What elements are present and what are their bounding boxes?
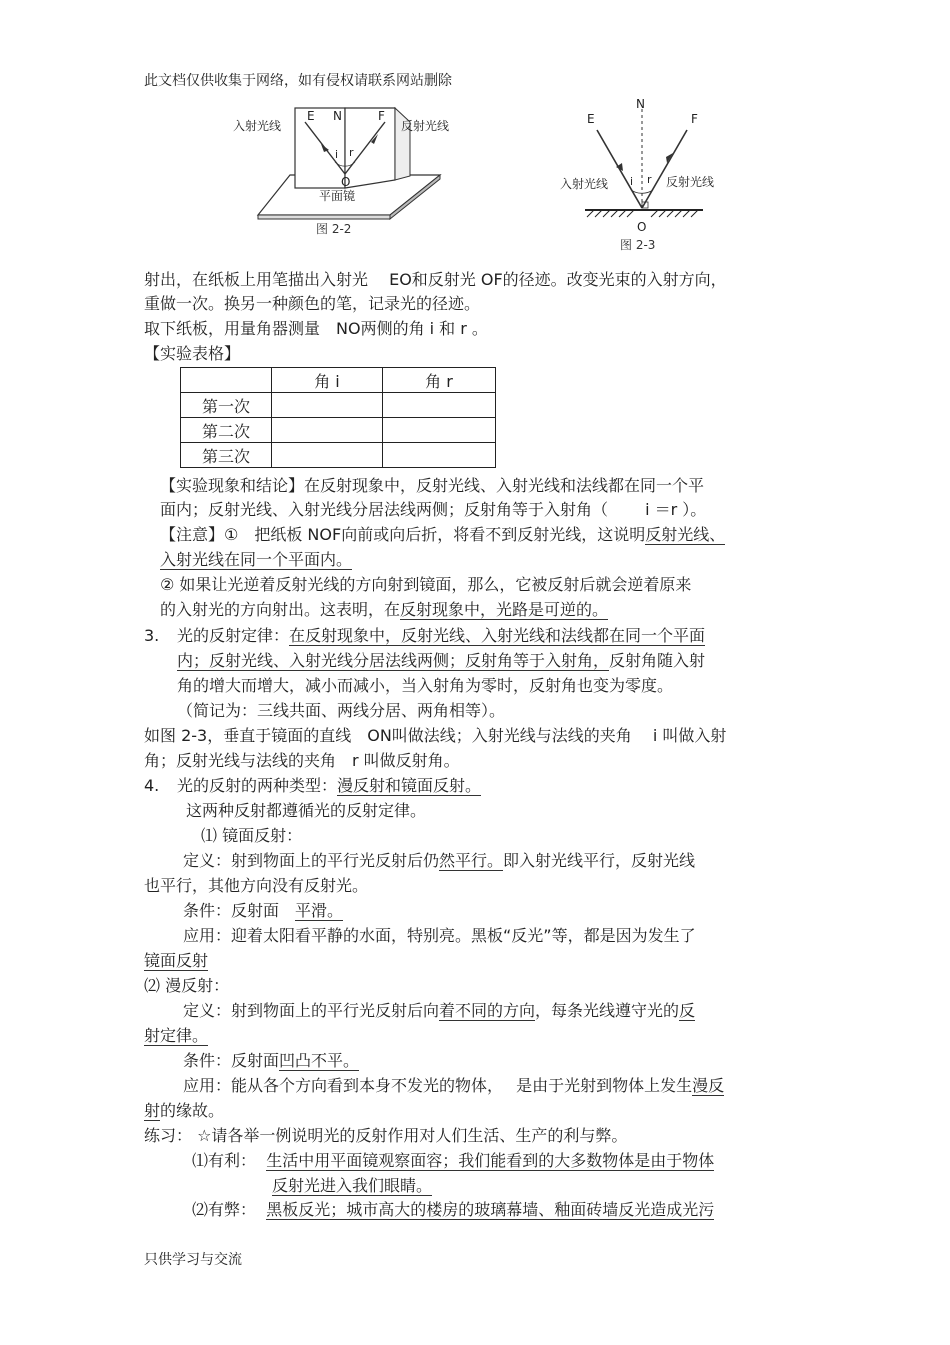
answer-blank: 射定律。 bbox=[144, 1026, 209, 1045]
section-3-line-3: 角的增大而增大，减小而减小，当入射角为零时，反射角也变为零度。 bbox=[177, 676, 674, 695]
figure-2-3 bbox=[555, 95, 730, 255]
para-1a: 射出，在纸板上用笔描出入射光 EO和反射光 OF的径迹。改变光束的入射方向， bbox=[144, 270, 727, 289]
diffuse-app-post: 的缘故。 bbox=[160, 1101, 225, 1120]
fig22-label-O: O bbox=[341, 175, 351, 189]
fig22-label-E: E bbox=[307, 109, 315, 123]
answer-blank: 漫反射和镜面反射。 bbox=[337, 776, 482, 795]
table-cell: 第一次 bbox=[181, 393, 272, 418]
answer-blank: 反射光线、 bbox=[645, 525, 726, 544]
table-cell bbox=[383, 418, 496, 443]
section-4-note: 这两种反射都遵循光的反射定律。 bbox=[186, 801, 427, 820]
answer-blank: 平滑。 bbox=[295, 901, 344, 920]
header-notice: 此文档仅供收集于网络，如有侵权请联系网站删除 bbox=[144, 73, 452, 89]
section-3-summary: （简记为：三线共面、两线分居、两角相等）。 bbox=[177, 701, 506, 720]
exercise-1 bbox=[192, 1149, 714, 1173]
fig23-label-O: O bbox=[637, 220, 647, 234]
section-3-line-2 bbox=[177, 649, 705, 673]
note-1a bbox=[160, 523, 725, 547]
fig22-incident-label: 入射光线 bbox=[233, 119, 282, 133]
note-1a-text: 【注意】① 把纸板 NOF向前或向后折，将看不到反射光线，这说明 bbox=[160, 525, 646, 544]
table-cell: 第三次 bbox=[181, 443, 272, 468]
table-cell bbox=[383, 443, 496, 468]
fig23-label-F: F bbox=[691, 112, 698, 126]
answer-blank: 内；反射光线、入射光线分居法线两侧；反射角等于入射角， bbox=[177, 651, 610, 670]
diffuse-definition-2 bbox=[144, 1024, 208, 1048]
table-header-cell bbox=[181, 368, 272, 393]
answer-blank: 反 bbox=[679, 1001, 696, 1020]
answer-blank: 着不同的方向 bbox=[439, 1001, 536, 1020]
answer-blank: 反射光进入我们眼睛。 bbox=[272, 1176, 433, 1195]
section-4-label: 光的反射的两种类型： bbox=[177, 776, 338, 795]
fig22-label-r: r bbox=[349, 146, 354, 159]
table-cell: 第二次 bbox=[181, 418, 272, 443]
specular-application-2 bbox=[144, 949, 208, 973]
reflected-ray bbox=[642, 130, 687, 208]
section-4-line bbox=[177, 774, 481, 798]
fig22-mirror-label: 平面镜 bbox=[319, 189, 356, 203]
para-1b: 重做一次。换另一种颜色的笔，记录光的径迹。 bbox=[144, 294, 481, 313]
specular-definition-2: 也平行，其他方向没有反射光。 bbox=[144, 876, 369, 895]
specular-cond-text: 条件：反射面 bbox=[183, 901, 296, 920]
diffuse-def-post: ，每条光线遵守光的 bbox=[535, 1001, 680, 1020]
fig23-caption: 图 2-3 bbox=[620, 238, 656, 252]
specular-condition bbox=[183, 899, 343, 923]
answer-blank: 反射现象中，光路是可逆的。 bbox=[400, 600, 609, 619]
figure-2-2 bbox=[225, 100, 495, 245]
exercise-title: 练习： ☆请各举一例说明光的反射作用对人们生活、生产的利与弊。 bbox=[144, 1126, 628, 1145]
exercise-1-label: ⑴有利： bbox=[192, 1151, 257, 1170]
fig23-reflected-label: 反射光线 bbox=[666, 175, 715, 189]
fig22-reflected-label: 反射光线 bbox=[401, 119, 450, 133]
table-cell bbox=[272, 393, 383, 418]
answer-blank: 在反射现象中，反射光线、入射光线和法线都在同一个平面 bbox=[289, 626, 706, 645]
conclusion-1b: 面内；反射光线、入射光线分居法线两侧；反射角等于入射角（ i ＝r ）。 bbox=[160, 500, 707, 519]
fig23-incident-label: 入射光线 bbox=[560, 177, 609, 191]
exercise-1b bbox=[272, 1174, 432, 1198]
table-heading: 【实验表格】 bbox=[144, 344, 241, 363]
note-2b bbox=[160, 598, 608, 622]
table-row bbox=[181, 393, 496, 418]
fig23-label-E: E bbox=[587, 112, 595, 126]
answer-blank: 镜面反射 bbox=[144, 951, 209, 970]
conclusion-1a: 【实验现象和结论】在反射现象中，反射光线、入射光线和法线都在同一个平 bbox=[160, 476, 705, 495]
answer-blank: 射 bbox=[144, 1101, 161, 1120]
section-4-number: 4. bbox=[144, 776, 160, 795]
fig23-label-i: i bbox=[630, 175, 634, 188]
specular-def-text: 定义：射到物面上的平行光反射后仍 bbox=[183, 851, 440, 870]
fig22-label-i: i bbox=[335, 148, 339, 161]
note-2b-text: 的入射光的方向射出。这表明，在 bbox=[160, 600, 401, 619]
section-3-number: 3. bbox=[144, 626, 160, 645]
diffuse-title: ⑵ 漫反射： bbox=[144, 976, 230, 995]
footer-note: 只供学习与交流 bbox=[144, 1252, 242, 1268]
specular-title: ⑴ 镜面反射： bbox=[201, 826, 303, 845]
diffuse-cond-text: 条件：反射面 bbox=[183, 1051, 280, 1070]
answer-blank: 漫反 bbox=[692, 1076, 725, 1095]
answer-blank: 入射光线在同一个平面内。 bbox=[160, 550, 353, 569]
figure-note-a: 如图 2-3，垂直于镜面的直线 ON叫做法线；入射光线与法线的夹角 i 叫做入射 bbox=[144, 726, 727, 745]
section-3-text: 反射角随入射 bbox=[609, 651, 706, 670]
table-cell bbox=[272, 418, 383, 443]
para-2: 取下纸板，用量角器测量 NO两侧的角 i 和 r 。 bbox=[144, 319, 488, 338]
section-3-line-1 bbox=[177, 624, 705, 648]
answer-blank: 生活中用平面镜观察面容；我们能看到的大多数物体是由于物体 bbox=[266, 1151, 715, 1170]
table-cell bbox=[272, 443, 383, 468]
experiment-table bbox=[180, 367, 496, 468]
fig23-label-N: N bbox=[636, 97, 645, 111]
answer-blank: 黑板反光；城市高大的楼房的玻璃幕墙、釉面砖墙反光造成光污 bbox=[266, 1200, 715, 1219]
diffuse-application-2 bbox=[144, 1099, 224, 1123]
specular-application: 应用：迎着太阳看平静的水面，特别亮。黑板“反光”等，都是因为发生了 bbox=[183, 926, 696, 945]
table-cell bbox=[383, 393, 496, 418]
section-3-label: 光的反射定律： bbox=[177, 626, 290, 645]
diffuse-application bbox=[183, 1074, 724, 1098]
table-header-cell: 角 r bbox=[383, 368, 496, 393]
answer-blank: 然平行。 bbox=[439, 851, 504, 870]
specular-def-post: 即入射光线平行，反射光线 bbox=[503, 851, 696, 870]
table-header-row bbox=[181, 368, 496, 393]
fig23-label-r: r bbox=[647, 173, 652, 186]
table-header-cell: 角 i bbox=[272, 368, 383, 393]
note-1b bbox=[160, 548, 352, 572]
exercise-2 bbox=[192, 1198, 714, 1222]
exercise-2-label: ⑵有弊： bbox=[192, 1200, 257, 1219]
fig22-label-F: F bbox=[378, 109, 385, 123]
answer-blank: 凹凸不平。 bbox=[279, 1051, 360, 1070]
diffuse-app-text: 应用：能从各个方向看到本身不发光的物体， 是由于光射到物体上发生 bbox=[183, 1076, 693, 1095]
figure-note-b: 角；反射光线与法线的夹角 r 叫做反射角。 bbox=[144, 751, 460, 770]
diffuse-condition bbox=[183, 1049, 359, 1073]
diffuse-definition bbox=[183, 999, 695, 1023]
table-row bbox=[181, 418, 496, 443]
note-2a: ② 如果让光逆着反射光线的方向射到镜面，那么，它被反射后就会逆着原来 bbox=[160, 575, 692, 594]
table-row bbox=[181, 443, 496, 468]
fig22-caption: 图 2-2 bbox=[316, 222, 352, 236]
diffuse-def-text: 定义：射到物面上的平行光反射后向 bbox=[183, 1001, 440, 1020]
fig22-label-N: N bbox=[333, 109, 342, 123]
specular-definition bbox=[183, 849, 695, 873]
